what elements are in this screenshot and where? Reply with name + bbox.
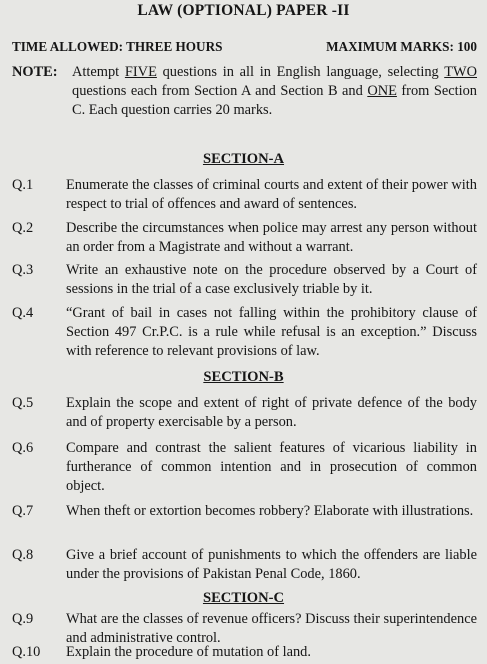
question-text: When theft or extortion becomes robbery? Elaborate with illustrations. xyxy=(66,503,474,519)
question-item xyxy=(12,394,477,432)
note-two: TWO xyxy=(444,64,477,80)
question-number: Q.7 xyxy=(12,503,34,519)
note-text-part: Attempt xyxy=(72,64,125,80)
maximum-marks: MAXIMUM MARKS: 100 xyxy=(326,39,477,54)
paper-title: LAW (OPTIONAL) PAPER -II xyxy=(137,2,350,19)
note-text xyxy=(72,63,477,120)
note-five: FIVE xyxy=(124,64,157,80)
question-item xyxy=(12,502,477,521)
question-item xyxy=(12,261,477,299)
instructions-note xyxy=(12,63,477,120)
question-number: Q.10 xyxy=(12,644,41,660)
question-item xyxy=(12,304,477,361)
question-number: Q.1 xyxy=(12,177,34,193)
question-text: Describe the circumstances when police may arrest any person without an order from a Magistrate and without a warrant. xyxy=(66,220,477,255)
note-text-part: from Section C. Each question carries 20 marks. xyxy=(72,83,477,118)
question-text: Compare and contrast the salient features of vicarious liability in furtherance of common intention and in prosecution of common object. xyxy=(66,440,477,494)
question-text: Give a brief account of punishments to which the offenders are liable under the provisions of Pakistan Penal Code, 1860. xyxy=(66,547,477,582)
question-text: “Grant of bail in cases not falling within the prohibitory clause of Section 497 Cr.P.C. is a rule while refusal is an exception.” Discuss with reference to relevant provisions of law. xyxy=(66,305,477,359)
question-text: Write an exhaustive note on the procedure observed by a Court of sessions in the trial of a case exclusively triable by it. xyxy=(66,262,477,297)
question-item xyxy=(12,643,477,662)
time-allowed: TIME ALLOWED: THREE HOURS xyxy=(12,39,223,54)
question-item xyxy=(12,546,477,584)
question-text: Explain the procedure of mutation of land. xyxy=(66,644,311,660)
note-label: NOTE: xyxy=(12,64,58,80)
question-text: What are the classes of revenue officers? Discuss their superintendence and administrative control. xyxy=(66,611,477,646)
question-number: Q.4 xyxy=(12,305,34,321)
question-item xyxy=(12,219,477,257)
section-a-heading: SECTION-A xyxy=(202,151,285,167)
question-text: Enumerate the classes of criminal courts and extent of their power with respect to trial of offences and award of sentences. xyxy=(66,177,477,212)
section-b-heading: SECTION-B xyxy=(203,369,284,385)
question-number: Q.6 xyxy=(12,440,34,456)
question-item xyxy=(12,176,477,214)
note-text-part: questions each from Section A and Section B and xyxy=(72,83,368,99)
question-item xyxy=(12,439,477,496)
note-text-part: questions in all in English language, selecting xyxy=(156,64,445,80)
question-number: Q.8 xyxy=(12,547,34,563)
question-text: Explain the scope and extent of right of private defence of the body and of property exercisable by a person. xyxy=(66,395,477,430)
question-number: Q.5 xyxy=(12,395,34,411)
question-number: Q.2 xyxy=(12,220,34,236)
exam-meta-row xyxy=(12,39,477,55)
note-one: ONE xyxy=(367,83,397,99)
question-number: Q.9 xyxy=(12,611,34,627)
question-number: Q.3 xyxy=(12,262,34,278)
section-c-heading: SECTION-C xyxy=(202,590,285,606)
